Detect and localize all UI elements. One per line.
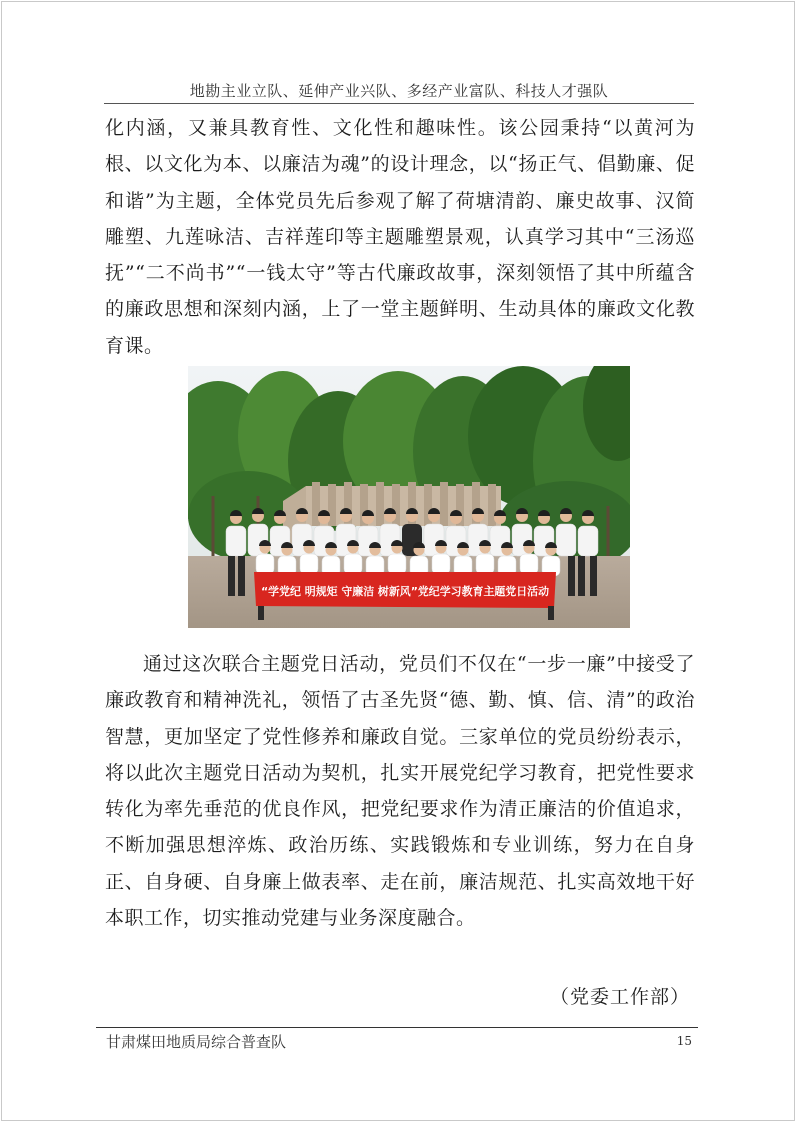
banner-text: “学党纪 明规矩 守廉洁 树新风”党纪学习教育主题党日活动 (261, 585, 551, 598)
group-photo (188, 366, 630, 628)
body-paragraph-1: 化内涵，又兼具教育性、文化性和趣味性。该公园秉持“以黄河为根、以文化为本、以廉洁为魂”的设计理念，以“扬正气、倡勤廉、促和谐”为主题，全体党员先后参观了解了荷塘清韵、廉史故事、汉简雕塑、九莲咏洁、吉祥莲印等主题雕塑景观，认真学习其中“三汤巡抚”“二不尚书”“一钱太守”等古代廉政故事，深刻领悟了其中所蕴含的廉政思想和深刻内涵，上了一堂主题鲜明、生动具体的廉政文化教育课。 (105, 117, 695, 357)
author-signature: （党委工作部） (549, 986, 690, 1008)
header-slogan: 地勘主业立队、延伸产业兴队、多经产业富队、科技人才强队 (189, 82, 609, 100)
page-number: 15 (676, 1034, 692, 1048)
body-paragraph-2: 通过这次联合主题党日活动，党员们不仅在“一步一廉”中接受了廉政教育和精神洗礼，领悟了古圣先贤“德、勤、慎、信、清”的政治智慧，更加坚定了党性修养和廉政自觉。三家单位的党员纷纷表示，将以此次主题党日活动为契机，扎实开展党纪学习教育，把党性要求转化为率先垂范的优良作风，把党纪要求作为清正廉洁的价值追求，不断加强思想淬炼、政治历练、实践锻炼和专业训练，努力在自身正、自身硬、自身廉上做表率、走在前，廉洁规范、扎实高效地干好本职工作，切实推动党建与业务深度融合。 (105, 653, 695, 930)
group-photo-image (188, 366, 630, 628)
red-banner (254, 572, 556, 608)
footer-organization: 甘肃煤田地质局综合普查队 (106, 1033, 287, 1051)
footer-divider (96, 1027, 698, 1028)
header-divider (104, 103, 694, 104)
